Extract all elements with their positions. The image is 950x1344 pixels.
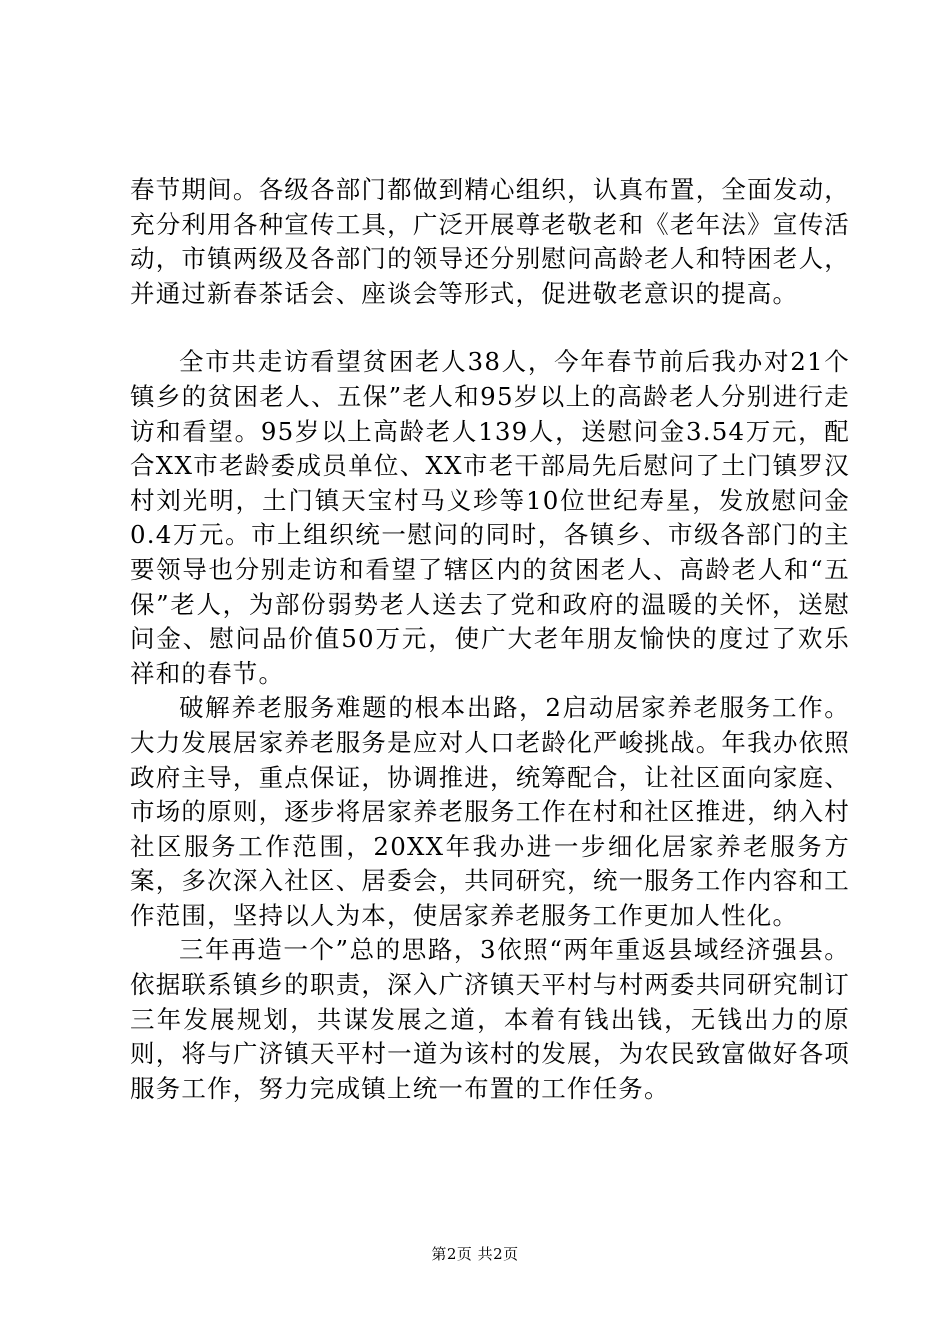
page-footer: 第2页 共2页 [431,1245,519,1263]
paragraph-1: 春节期间。各级各部门都做到精心组织，认真布置，全面发动，充分利用各种宣传工具，广泛开展尊老敬老和《老年法》宣传活动，市镇两级及各部门的领导还分别慰问高龄老人和特困老人，并通过新春茶话会、座谈会等形式，促进敬老意识的提高。 [130,175,850,308]
document-body [130,173,850,1106]
paragraph-4: 三年再造一个”总的思路，3依照“两年重返县域经济强县。依据联系镇乡的职责，深入广济镇天平村与村两委共同研究制订三年发展规划，共谋发展之道，本着有钱出钱，无钱出力的原则，将与广济镇天平村一道为该村的发展，为农民致富做好各项服务工作，努力完成镇上统一布置的工作任务。 [130,935,850,1103]
paragraph-2: 全市共走访看望贫困老人38人，今年春节前后我办对21个镇乡的贫困老人、五保”老人和95岁以上的高龄老人分别进行走访和看望。95岁以上高龄老人139人，送慰问金3.54万元，配合XX市老龄委成员单位、XX市老干部局先后慰问了土门镇罗汉村刘光明，土门镇天宝村马义珍等10位世纪寿星，发放慰问金0.4万元。市上组织统一慰问的同时，各镇乡、市级各部门的主要领导也分别走访和看望了辖区内的贫困老人、高龄老人和“五保”老人，为部份弱势老人送去了党和政府的温暖的关怀，送慰问金、慰问品价值50万元，使广大老年朋友愉快的度过了欢乐祥和的春节。 [130,347,850,688]
paragraph-3: 破解养老服务难题的根本出路，2启动居家养老服务工作。大力发展居家养老服务是应对人口老龄化严峻挑战。年我办依照政府主导，重点保证，协调推进，统筹配合，让社区面向家庭、市场的原则，逐步将居家养老服务工作在村和社区推进，纳入村社区服务工作范围，20XX年我办进一步细化居家养老服务方案，多次深入社区、居委会，共同研究，统一服务工作内容和工作范围，坚持以人为本，使居家养老服务工作更加人性化。 [130,693,850,930]
